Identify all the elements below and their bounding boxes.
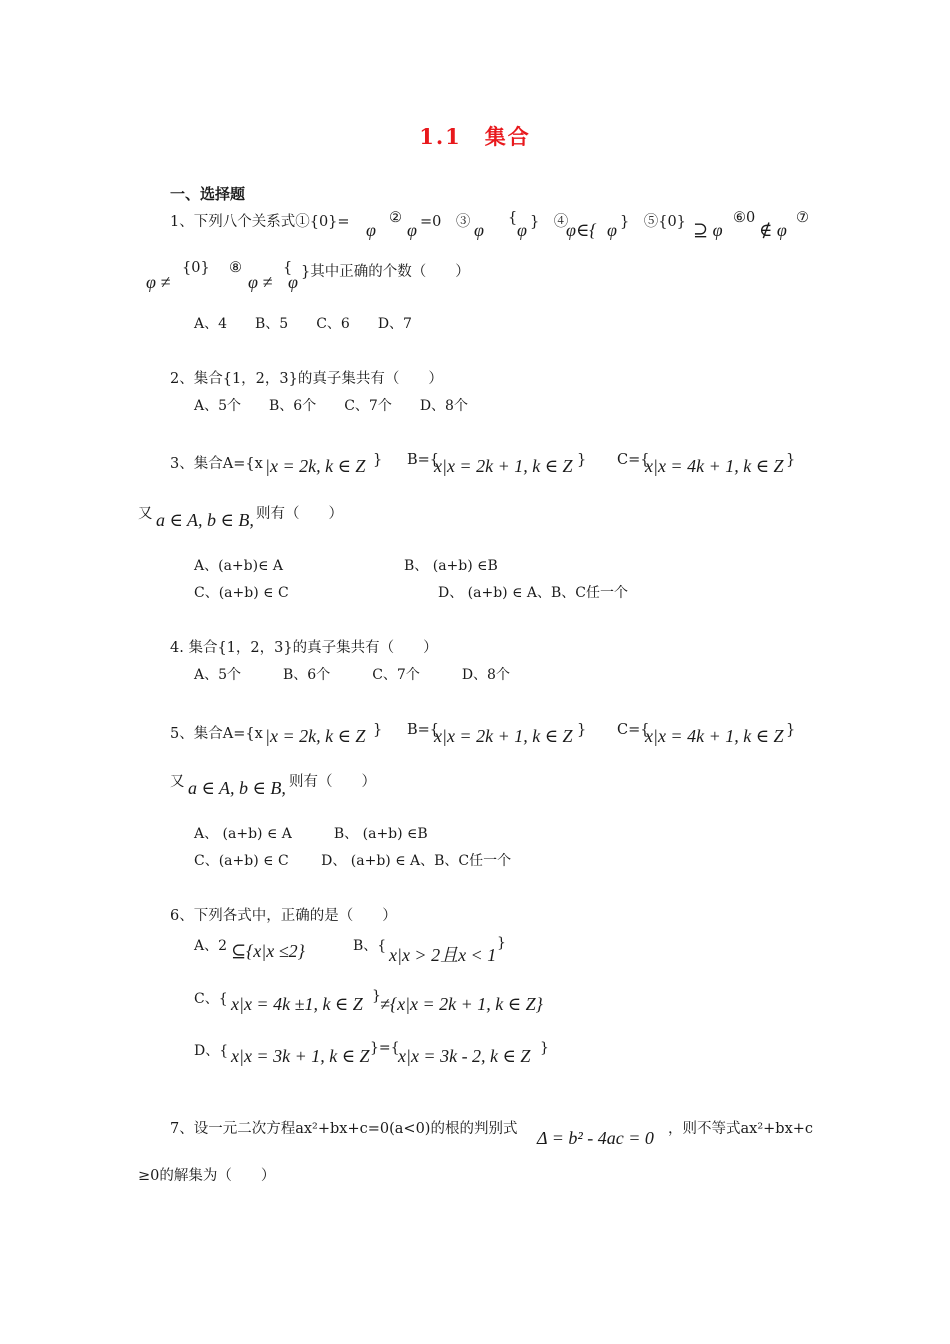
q7-line-2: ≥0的解集为（ ）: [138, 1168, 276, 1184]
q6-option-b-label: B、{: [353, 938, 387, 954]
q5-set-a-close: }: [373, 722, 383, 738]
q5-set-c-close: }: [786, 722, 796, 738]
q6-option-a-label: A、2: [194, 938, 228, 954]
q3-set-a-label: 3、集合A={x: [170, 456, 263, 472]
q3-set-b-label: B={: [407, 452, 440, 468]
q7-discriminant: Δ = b² - 4ac = 0: [537, 1128, 654, 1148]
q5-set-a-expr: |x = 2k, k ∈ Z: [265, 726, 366, 746]
section-heading: 一、选择题: [170, 185, 246, 203]
q5-set-b-expr: x|x = 2k + 1, k ∈ Z: [434, 726, 573, 746]
q7-stem-a: 7、设一元二次方程ax²+bx+c=0(a<0)的根的判别式: [170, 1121, 518, 1137]
q1-line2-e: {: [283, 260, 293, 276]
q3-option-c: C、(a+b) ∈ C: [194, 585, 289, 601]
q3-set-c-close: }: [786, 452, 796, 468]
q1-phi-3: φ: [474, 220, 484, 240]
q1-text-h: ⊇ φ: [693, 220, 723, 240]
q1-text-a: 1、下列八个关系式①{0}=: [170, 214, 350, 230]
q3-you: 又: [138, 506, 153, 522]
q2-options: A、5个 B、6个 C、7个 D、8个: [194, 398, 468, 414]
q1-text-i: ⑥0: [733, 210, 756, 226]
q1-text-b: ②: [389, 210, 402, 226]
q5-condition: a ∈ A, b ∈ B,: [188, 778, 286, 798]
q3-option-b: B、 (a+b) ∈B: [404, 558, 498, 574]
q6-option-d-expr2: x|x = 3k - 2, k ∈ Z: [398, 1046, 531, 1066]
q5-set-b-label: B={: [407, 722, 440, 738]
q6-option-c-mid: }: [372, 988, 381, 1004]
q6-option-d-expr: x|x = 3k + 1, k ∈ Z: [231, 1046, 370, 1066]
q5-options-ab: A、 (a+b) ∈ A B、 (a+b) ∈B: [194, 826, 428, 842]
q5-set-a-label: 5、集合A={x: [170, 726, 263, 742]
q3-then: 则有（ ）: [256, 506, 343, 522]
q3-set-a-close: }: [373, 452, 383, 468]
q3-set-c-expr: x|x = 4k + 1, k ∈ Z: [645, 456, 784, 476]
q5-then: 则有（ ）: [289, 774, 376, 790]
q1-line2-f: φ: [288, 272, 298, 292]
q3-set-b-close: }: [577, 452, 587, 468]
q1-text-k: ⑦: [796, 210, 809, 226]
q1-text-d: {: [508, 210, 518, 226]
q1-line2-g: }其中正确的个数（ ）: [301, 264, 470, 280]
page-title: 1.1 集合: [419, 124, 531, 149]
q5-options-cd: C、(a+b) ∈ C D、 (a+b) ∈ A、B、C任一个: [194, 853, 512, 869]
q6-option-d-mid: }={: [370, 1040, 400, 1056]
q6-option-c-label: C、{: [194, 991, 228, 1007]
q1-line2-b: {0}: [182, 260, 210, 276]
q5-set-c-label: C={: [617, 722, 650, 738]
q5-set-c-expr: x|x = 4k + 1, k ∈ Z: [645, 726, 784, 746]
q1-text-f: φ∈{: [566, 220, 597, 240]
q6-option-a-expr: ⊆{x|x ≤2}: [231, 941, 305, 961]
q6-option-c-expr2: ≠{x|x = 2k + 1, k ∈ Z}: [380, 994, 543, 1014]
q6-stem: 6、下列各式中，正确的是（ ）: [170, 908, 397, 924]
q4-options: A、5个 B、6个 C、7个 D、8个: [194, 667, 510, 683]
q1-options: A、4 B、5 C、6 D、7: [194, 316, 412, 332]
q1-text-e: } ④: [530, 214, 569, 230]
q1-phi-2: φ: [407, 220, 417, 240]
q1-text-j: ∉ φ: [759, 220, 787, 240]
q1-line2-c: ⑧: [229, 260, 242, 276]
q6-option-d-label: D、{: [194, 1043, 229, 1059]
q6-option-b-expr: x|x > 2且x < 1: [389, 945, 497, 965]
q5-set-b-close: }: [577, 722, 587, 738]
q1-text-g: } ⑤{0}: [620, 214, 686, 230]
q1-line2-d: φ ≠: [248, 272, 273, 292]
q1-phi-1: φ: [366, 220, 376, 240]
q6-option-c-expr: x|x = 4k ±1, k ∈ Z: [231, 994, 363, 1014]
q3-set-c-label: C={: [617, 452, 650, 468]
q3-option-d: D、 (a+b) ∈ A、B、C任一个: [438, 585, 629, 601]
q3-option-a: A、(a+b)∈ A: [194, 558, 283, 574]
q5-you: 又: [170, 774, 185, 790]
q3-set-b-expr: x|x = 2k + 1, k ∈ Z: [434, 456, 573, 476]
q3-set-a-expr: |x = 2k, k ∈ Z: [265, 456, 366, 476]
q1-phi-5: φ: [607, 220, 617, 240]
q1-text-c: =0 ③: [420, 214, 471, 230]
q2-stem: 2、集合{1，2，3}的真子集共有（ ）: [170, 371, 443, 387]
q3-condition: a ∈ A, b ∈ B,: [156, 510, 254, 530]
q6-option-d-close: }: [540, 1040, 549, 1056]
q6-option-b-close: }: [497, 935, 506, 951]
q4-stem: 4. 集合{1，2，3}的真子集共有（ ）: [170, 640, 438, 656]
q1-phi-4: φ: [517, 220, 527, 240]
q7-stem-b: ，则不等式ax²+bx+c: [668, 1121, 814, 1137]
q1-line2-a: φ ≠: [146, 272, 171, 292]
